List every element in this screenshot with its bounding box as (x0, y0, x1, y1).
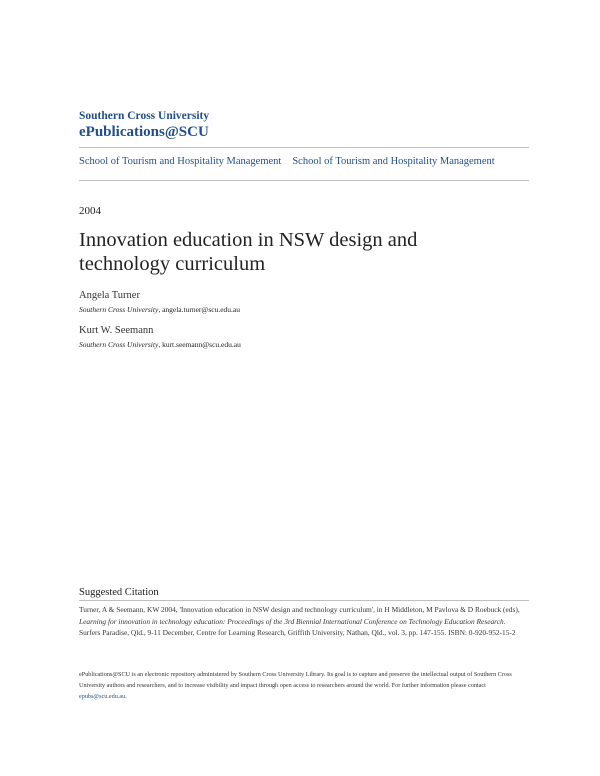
citation-divider (79, 600, 529, 601)
repository-header (79, 110, 209, 141)
repository-name[interactable]: ePublications@SCU (79, 124, 209, 140)
notice-text: ePublications@SCU is an electronic repository administered by Southern Cross University Library. Its goal is to capture and preserve the intellectual output of Southern Cross University authors and researchers, and to increase visibility and impact through open access to researchers around the world. For further information please contact (79, 671, 512, 689)
author-name: Kurt W. Seemann (79, 325, 154, 336)
collection-link-2[interactable]: School of Tourism and Hospitality Management (292, 156, 495, 167)
publication-year: 2004 (79, 205, 101, 217)
citation-part-3: . Surfers Paradise, Qld., 9-11 December, Centre for Learning Research, Griffith University, Nathan, Qld., vol. 3, pp. 147-155. ISBN: 0-920-952-15-2 (79, 616, 516, 637)
paper-title: Innovation education in NSW design and technology curriculum (79, 229, 418, 275)
citation-proceedings-title: Learning for innovation in technology education: Proceedings of the 3rd Biennial International Conference on Technology Education Research (79, 616, 504, 626)
author-affiliation (79, 340, 241, 349)
contact-email-link[interactable]: epubs@scu.edu.au (79, 693, 126, 700)
collection-nav (79, 156, 495, 167)
university-name[interactable]: Southern Cross University (79, 110, 210, 122)
author-institution: Southern Cross University (79, 305, 159, 314)
citation-text (79, 604, 525, 639)
author-affiliation (79, 305, 240, 314)
citation-heading: Suggested Citation (79, 587, 159, 598)
author-email[interactable]: , kurt.seemann@scu.edu.au (158, 340, 241, 349)
author-name: Angela Turner (79, 290, 140, 301)
collection-link-1[interactable]: School of Tourism and Hospitality Management (79, 156, 282, 167)
author-institution: Southern Cross University (79, 340, 159, 349)
repository-notice (79, 669, 529, 702)
author-email[interactable]: , angela.turner@scu.edu.au (158, 305, 240, 314)
notice-end: . (125, 693, 127, 700)
nav-divider (79, 180, 529, 181)
citation-part-1: Turner, A & Seemann, KW 2004, 'Innovation education in NSW design and technology curriculum', in H Middleton, M Pavlova & D Roebuck (eds), (79, 605, 520, 614)
top-divider (79, 147, 529, 148)
